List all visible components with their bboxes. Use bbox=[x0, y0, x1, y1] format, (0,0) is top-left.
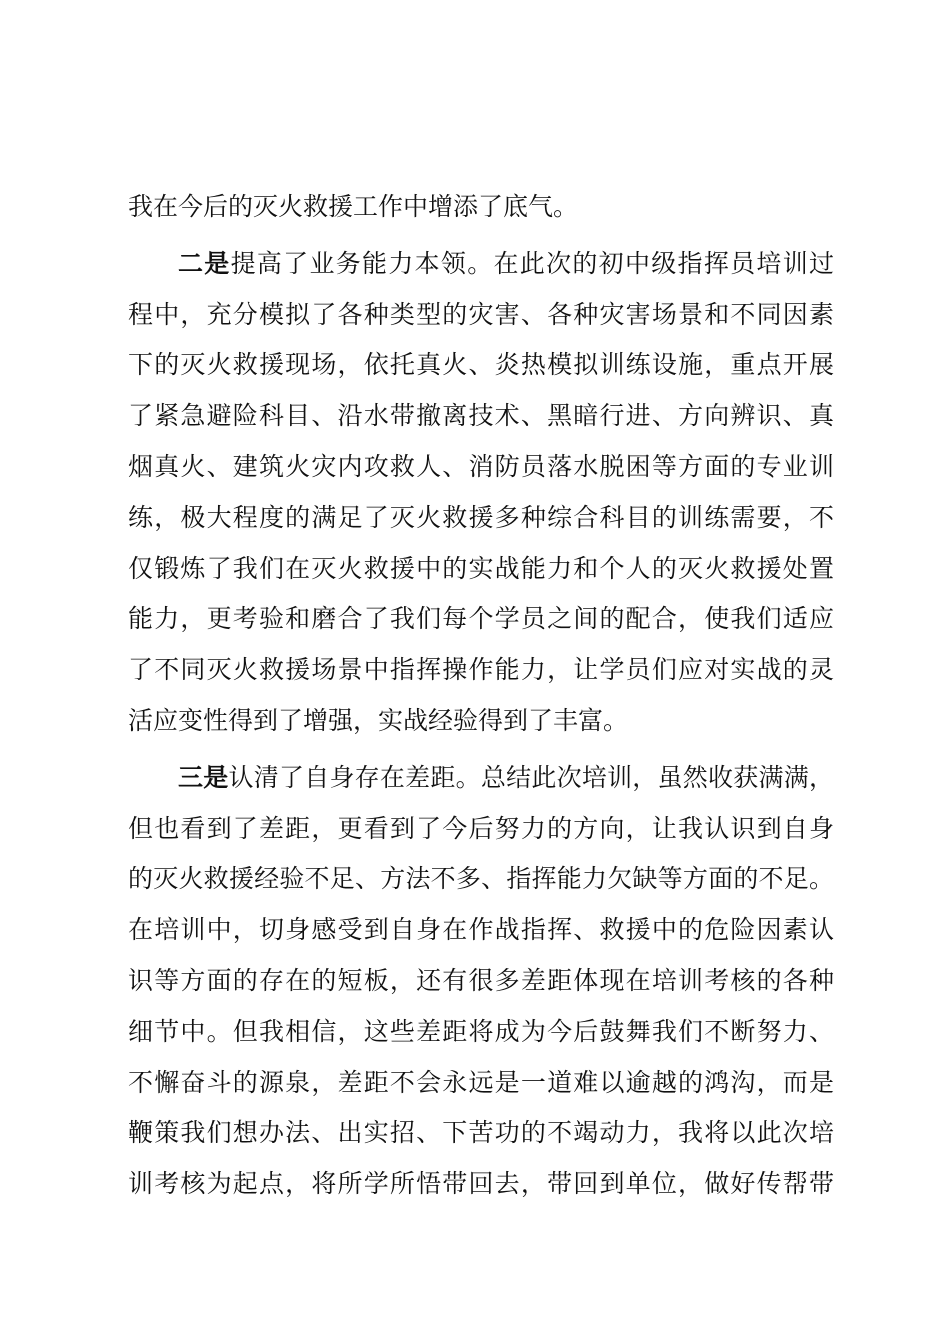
text-line: 了紧急避险科目、沿水带撤离技术、黑暗行进、方向辨识、真 bbox=[128, 401, 834, 431]
text-line: 识等方面的存在的短板，还有很多差距体现在培训考核的各种 bbox=[128, 965, 834, 995]
text-line: 在培训中，切身感受到自身在作战指挥、救援中的危险因素认 bbox=[128, 915, 834, 945]
text-line: 活应变性得到了增强，实战经验得到了丰富。 bbox=[128, 705, 629, 735]
paragraph-1 bbox=[128, 182, 834, 233]
document-body bbox=[128, 182, 834, 1210]
paragraph-lead: 二是 bbox=[178, 248, 231, 278]
text-segment: 提高了业务能力本领。在此次的初中级指挥员培训过 bbox=[230, 248, 834, 278]
text-line: 了不同灭火救援场景中指挥操作能力，让学员们应对实战的灵 bbox=[128, 655, 834, 685]
text-line: 烟真火、建筑火灾内攻救人、消防员落水脱困等方面的专业训 bbox=[128, 451, 834, 481]
paragraph-2 bbox=[128, 239, 834, 747]
text-line: 细节中。但我相信，这些差距将成为今后鼓舞我们不断努力、 bbox=[128, 1016, 834, 1046]
text-line: 能力，更考验和磨合了我们每个学员之间的配合，使我们适应 bbox=[128, 604, 834, 634]
text-line: 鞭策我们想办法、出实招、下苦功的不竭动力，我将以此次培 bbox=[128, 1118, 834, 1148]
text-segment: 认清了自身存在差距。总结此次培训，虽然收获满满， bbox=[228, 762, 834, 792]
text-line: 我在今后的灭火救援工作中增添了底气。 bbox=[128, 192, 579, 221]
paragraph-lead: 三是 bbox=[178, 762, 229, 792]
text-line: 仅锻炼了我们在灭火救援中的实战能力和个人的灭火救援处置 bbox=[128, 553, 834, 583]
text-line bbox=[128, 239, 834, 290]
text-line: 下的灭火救援现场，依托真火、炎热模拟训练设施，重点开展 bbox=[128, 350, 834, 380]
text-line: 的灭火救援经验不足、方法不多、指挥能力欠缺等方面的不足。 bbox=[128, 864, 834, 894]
paragraph-3 bbox=[128, 753, 834, 1210]
text-line: 不懈奋斗的源泉，差距不会永远是一道难以逾越的鸿沟，而是 bbox=[128, 1067, 834, 1097]
text-line: 但也看到了差距，更看到了今后努力的方向，让我认识到自身 bbox=[128, 813, 834, 843]
text-line: 训考核为起点，将所学所悟带回去，带回到单位，做好传帮带 bbox=[128, 1169, 834, 1199]
text-line bbox=[128, 753, 834, 804]
text-line: 程中，充分模拟了各种类型的灾害、各种灾害场景和不同因素 bbox=[128, 299, 834, 329]
text-line: 练，极大程度的满足了灭火救援多种综合科目的训练需要，不 bbox=[128, 502, 834, 532]
